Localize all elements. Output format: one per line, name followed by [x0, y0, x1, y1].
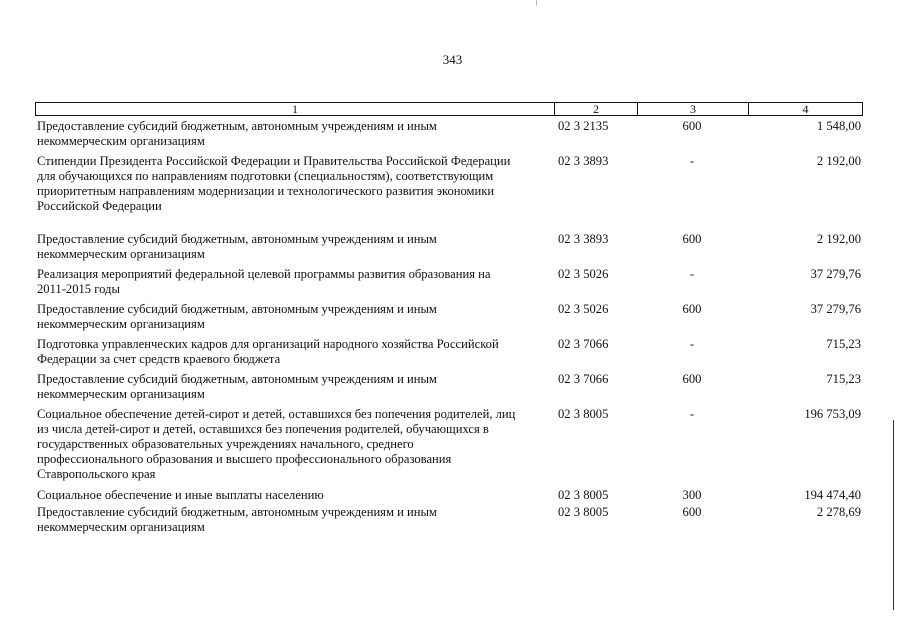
table-row: [37, 488, 863, 503]
scan-mark: [536, 0, 537, 6]
table-row: [37, 372, 863, 402]
table-row: [37, 302, 863, 332]
row-amount: 2 278,69: [816, 505, 861, 519]
table-row: [37, 407, 863, 482]
table-body: [37, 119, 863, 535]
row-code: 02 3 8005: [558, 407, 609, 421]
row-name: Реализация мероприятий федеральной целевой программы развития образования на 2011-2015 годы: [37, 267, 491, 296]
row-code: 02 3 7066: [558, 337, 609, 351]
header-col-2: 2: [593, 102, 599, 116]
row-code: 02 3 3893: [558, 154, 609, 168]
row-name: Стипендии Президента Российской Федерации и Правительства Российской Федерации для обучающихся по направлениям подготовки (специальностям), соответствующим приоритетным направлениям модернизации и технологического развития экономики Российской Федерации: [37, 154, 511, 213]
row-type: 600: [682, 372, 702, 386]
row-type: 300: [682, 488, 702, 502]
table-row: [37, 267, 863, 297]
row-type: 600: [682, 119, 702, 133]
row-type: 600: [682, 505, 702, 519]
row-amount: 196 753,09: [804, 407, 861, 421]
row-name: Предоставление субсидий бюджетным, автономным учреждениям и иным некоммерческим организациям: [37, 232, 437, 261]
table-header: [35, 102, 863, 116]
row-name: Социальное обеспечение детей-сирот и детей, оставшихся без попечения родителей, лиц из числа детей-сирот и детей, оставшихся без попечения родителей, обучающихся в государственных образовательных учреждениях начального, среднего профессионального образования и высшего профессионального образования Ставропольского края: [37, 407, 516, 481]
header-col-4: 4: [802, 102, 809, 116]
row-type: -: [689, 154, 695, 168]
row-type: 600: [682, 302, 702, 316]
row-type: 600: [682, 232, 702, 246]
row-code: 02 3 5026: [558, 302, 609, 316]
table-row: [37, 154, 863, 214]
row-amount: 2 192,00: [816, 232, 861, 246]
row-type: -: [689, 407, 695, 421]
row-name: Предоставление субсидий бюджетным, автономным учреждениям и иным некоммерческим организациям: [37, 119, 437, 148]
row-code: 02 3 2135: [558, 119, 609, 133]
header-col-1: 1: [292, 102, 298, 116]
table-row: [37, 232, 863, 262]
header-col-3: 3: [690, 102, 696, 116]
row-name: Предоставление субсидий бюджетным, автономным учреждениям и иным некоммерческим организациям: [37, 505, 437, 534]
table-row: [37, 119, 863, 149]
row-amount: 715,23: [826, 337, 861, 351]
row-code: 02 3 8005: [558, 505, 609, 519]
row-name: Предоставление субсидий бюджетным, автономным учреждениям и иным некоммерческим организациям: [37, 302, 437, 331]
table-row: [37, 337, 863, 367]
row-name: Социальное обеспечение и иные выплаты населению: [37, 488, 324, 502]
row-type: -: [689, 267, 695, 281]
row-name: Подготовка управленческих кадров для организаций народного хозяйства Российской Федерации за счет средств краевого бюджета: [37, 337, 499, 366]
row-amount: 715,23: [826, 372, 861, 386]
table-row: [37, 505, 863, 535]
row-type: -: [689, 337, 695, 351]
margin-rule: [893, 420, 894, 610]
row-amount: 2 192,00: [816, 154, 861, 168]
page-number: 343: [442, 52, 463, 67]
row-code: 02 3 3893: [558, 232, 609, 246]
row-code: 02 3 5026: [558, 267, 609, 281]
row-amount: 37 279,76: [810, 267, 861, 281]
row-amount: 37 279,76: [810, 302, 861, 316]
row-name: Предоставление субсидий бюджетным, автономным учреждениям и иным некоммерческим организациям: [37, 372, 437, 401]
row-code: 02 3 8005: [558, 488, 609, 502]
row-amount: 1 548,00: [816, 119, 861, 133]
row-code: 02 3 7066: [558, 372, 609, 386]
row-amount: 194 474,40: [804, 488, 861, 502]
